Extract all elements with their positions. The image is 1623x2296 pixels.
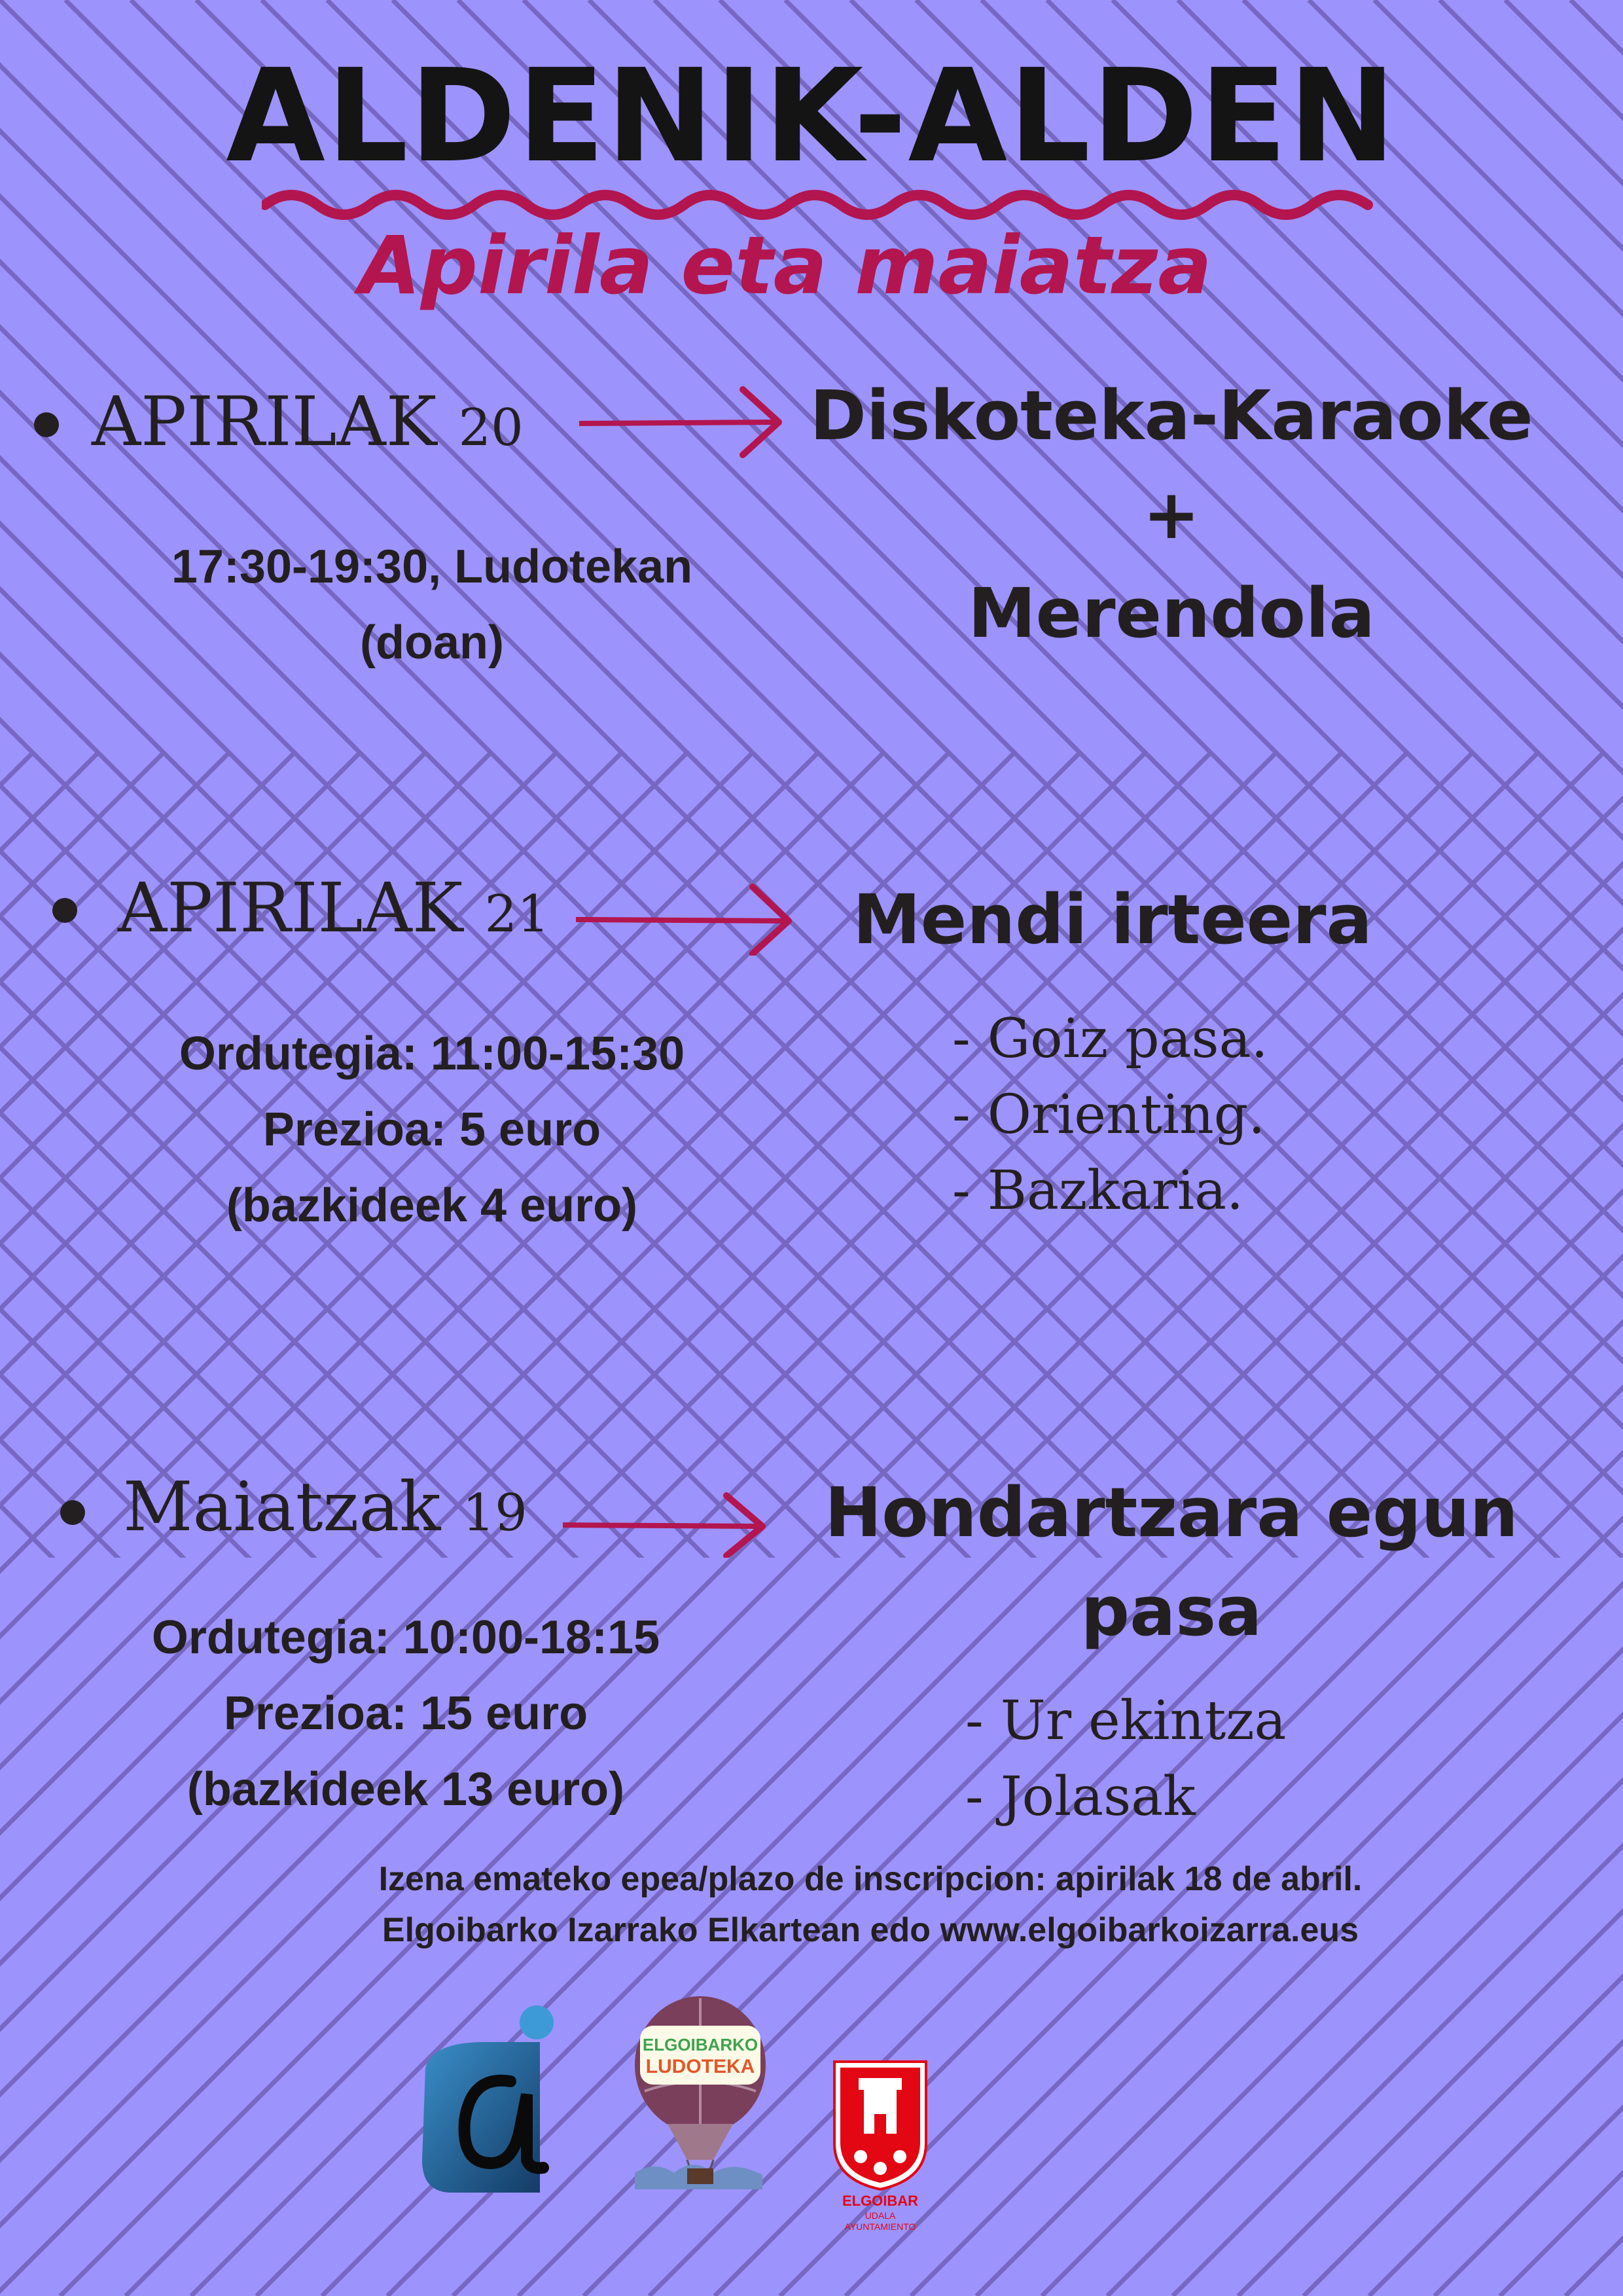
arrow-right-icon: [579, 386, 789, 458]
event-info: [92, 1600, 720, 1827]
background-stripe: [0, 0, 5, 2296]
ludoteka-logo-text: ELGOIBARKO: [642, 2035, 758, 2054]
info-line: (bazkideek 13 euro): [187, 1763, 625, 1816]
event-date: [123, 1467, 527, 1547]
event-info: [118, 529, 746, 681]
event-day: 21: [484, 885, 550, 944]
activity-line: +: [1143, 474, 1200, 554]
event-details: [952, 1001, 1268, 1229]
info-line: Ordutegia: 10:00-18:15: [151, 1611, 660, 1664]
alpha-logo: [412, 1996, 563, 2199]
event-month: Maiatzak: [123, 1467, 441, 1547]
activity-line: Merendola: [968, 573, 1375, 653]
event-activity: [785, 870, 1440, 969]
info-line: (doan): [360, 617, 504, 669]
event-date: [118, 868, 550, 948]
bullet-icon: [60, 1500, 85, 1525]
event-month: APIRILAK: [92, 382, 437, 461]
elgoibar-udala-logo: [831, 2058, 929, 2235]
info-line: Prezioa: 5 euro: [262, 1103, 601, 1156]
detail-item: - Ur ekintza: [965, 1690, 1287, 1752]
background-stripe: [0, 0, 136, 2296]
event-date: [92, 382, 524, 461]
activity-line: Mendi irteera: [853, 880, 1372, 960]
event-day: 20: [458, 399, 524, 457]
background-stripe: [1565, 0, 1623, 2296]
bullet-icon: [34, 412, 59, 437]
udala-logo-text: UDALA: [865, 2210, 896, 2221]
poster-title: ALDENIK-ALDEN: [226, 42, 1397, 191]
info-line: Prezioa: 15 euro: [223, 1687, 588, 1740]
background-stripe: [1571, 0, 1623, 2296]
detail-item: - Jolasak: [965, 1766, 1196, 1828]
info-line: Ordutegia: 11:00-15:30: [179, 1028, 685, 1080]
detail-item: - Bazkaria.: [952, 1160, 1244, 1222]
event-day: 19: [462, 1484, 527, 1543]
detail-item: - Goiz pasa.: [952, 1008, 1268, 1070]
background-stripe: [1565, 0, 1623, 2296]
event-activity: [785, 1463, 1558, 1661]
info-line: 17:30-19:30, Ludotekan: [171, 541, 693, 593]
ludoteka-logo-text: LUDOTEKA: [645, 2056, 755, 2077]
activity-line: Diskoteka-Karaoke: [810, 376, 1533, 456]
arrow-right-icon: [563, 1492, 772, 1558]
poster-subtitle: Apirila eta maiatza: [359, 219, 1212, 312]
event-month: APIRILAK: [118, 868, 463, 948]
bullet-icon: [52, 898, 77, 923]
arrow-right-icon: [576, 884, 798, 956]
info-line: (bazkideek 4 euro): [226, 1179, 638, 1232]
registration-info: [196, 1854, 1544, 1956]
event-activity: [785, 367, 1558, 662]
event-details: [965, 1683, 1286, 1835]
activity-line: pasa: [1080, 1571, 1262, 1651]
event-info: [118, 1016, 746, 1244]
activity-line: Hondartzara egun: [825, 1473, 1518, 1552]
ludoteka-balloon-logo: [628, 1993, 772, 2202]
registration-line: Izena emateko epea/plazo de inscripcion: apirilak 18 de abril.: [378, 1860, 1363, 1898]
detail-item: - Orienting.: [952, 1084, 1266, 1146]
registration-line: Elgoibarko Izarrako Elkartean edo www.elgoibarkoizarra.eus: [382, 1911, 1359, 1949]
udala-logo-name: ELGOIBAR: [842, 2193, 919, 2209]
udala-logo-text: AYUNTAMIENTO: [844, 2221, 916, 2232]
